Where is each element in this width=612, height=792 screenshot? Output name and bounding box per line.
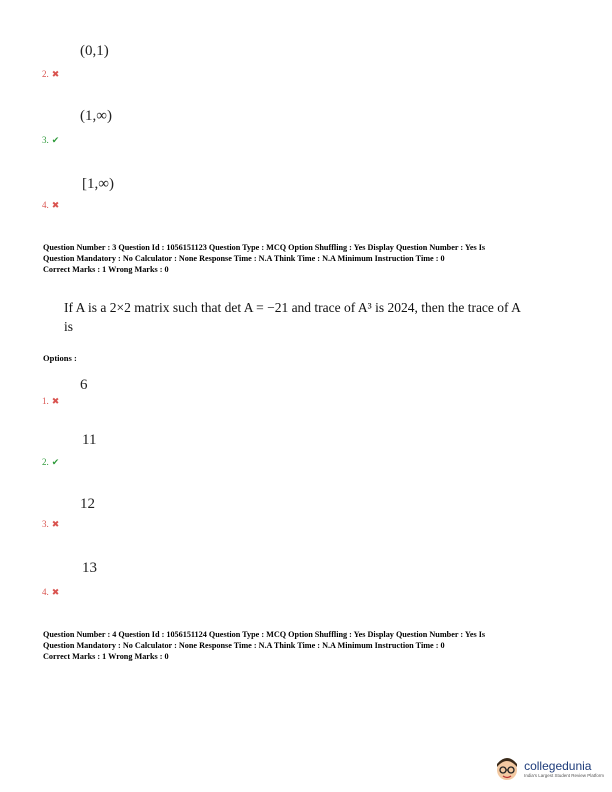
meta-line: Question Mandatory : No Calculator : None Response Time : N.A Think Time : N.A Minimum Instruction Time : 0 bbox=[43, 254, 445, 263]
meta-line: Question Number : 4 Question Id : 1056151124 Question Type : MCQ Option Shuffling : Yes Display Question Number : Yes Is bbox=[43, 630, 486, 639]
cross-icon: ✖ bbox=[51, 586, 60, 597]
option-1-number bbox=[42, 396, 59, 406]
option-2-number bbox=[42, 457, 59, 467]
option-3-number bbox=[42, 135, 59, 145]
option-number-label: 3. bbox=[42, 519, 49, 529]
options-label: Options : bbox=[43, 353, 77, 363]
option-number-label: 1. bbox=[42, 396, 49, 406]
option-3-value: 12 bbox=[80, 496, 95, 512]
option-4-number bbox=[42, 200, 59, 210]
logo-tagline: India's Largest Student Review Platform bbox=[524, 772, 604, 778]
marks-line: Correct Marks : 1 Wrong Marks : 0 bbox=[43, 265, 169, 274]
option-4-number bbox=[42, 587, 59, 597]
logo-name: collegedunia bbox=[524, 758, 592, 773]
question-4-meta bbox=[43, 629, 583, 662]
option-number-label: 4. bbox=[42, 587, 49, 597]
option-number-label: 2. bbox=[42, 457, 49, 467]
meta-line: Question Number : 3 Question Id : 1056151123 Question Type : MCQ Option Shuffling : Yes Display Question Number : Yes Is bbox=[43, 243, 486, 252]
question-3-meta bbox=[43, 242, 583, 275]
question-3-text bbox=[64, 298, 564, 336]
option-2-value: (1,∞) bbox=[80, 108, 112, 124]
option-1-value: 6 bbox=[80, 377, 88, 393]
check-icon: ✔ bbox=[51, 134, 60, 145]
cross-icon: ✖ bbox=[51, 395, 60, 406]
question-text-line: If A is a 2×2 matrix such that det A = −21 and trace of A³ is 2024, then the trace of A bbox=[64, 300, 521, 315]
marks-line: Correct Marks : 1 Wrong Marks : 0 bbox=[43, 652, 169, 661]
question-text-line: is bbox=[64, 319, 74, 334]
cross-icon: ✖ bbox=[51, 518, 60, 529]
cross-icon: ✖ bbox=[51, 68, 60, 79]
option-1-value: (0,1) bbox=[80, 43, 109, 59]
meta-line: Question Mandatory : No Calculator : None Response Time : N.A Think Time : N.A Minimum Instruction Time : 0 bbox=[43, 641, 445, 650]
option-number-label: 3. bbox=[42, 135, 49, 145]
option-number-label: 2. bbox=[42, 69, 49, 79]
mascot-icon bbox=[494, 755, 520, 783]
cross-icon: ✖ bbox=[51, 199, 60, 210]
option-3-value: [1,∞) bbox=[82, 176, 114, 192]
option-2-number bbox=[42, 69, 59, 79]
option-3-number bbox=[42, 519, 59, 529]
option-2-value: 11 bbox=[82, 432, 97, 448]
check-icon: ✔ bbox=[51, 456, 60, 467]
option-4-value: 13 bbox=[82, 560, 97, 576]
option-number-label: 4. bbox=[42, 200, 49, 210]
collegedunia-logo bbox=[494, 755, 604, 783]
